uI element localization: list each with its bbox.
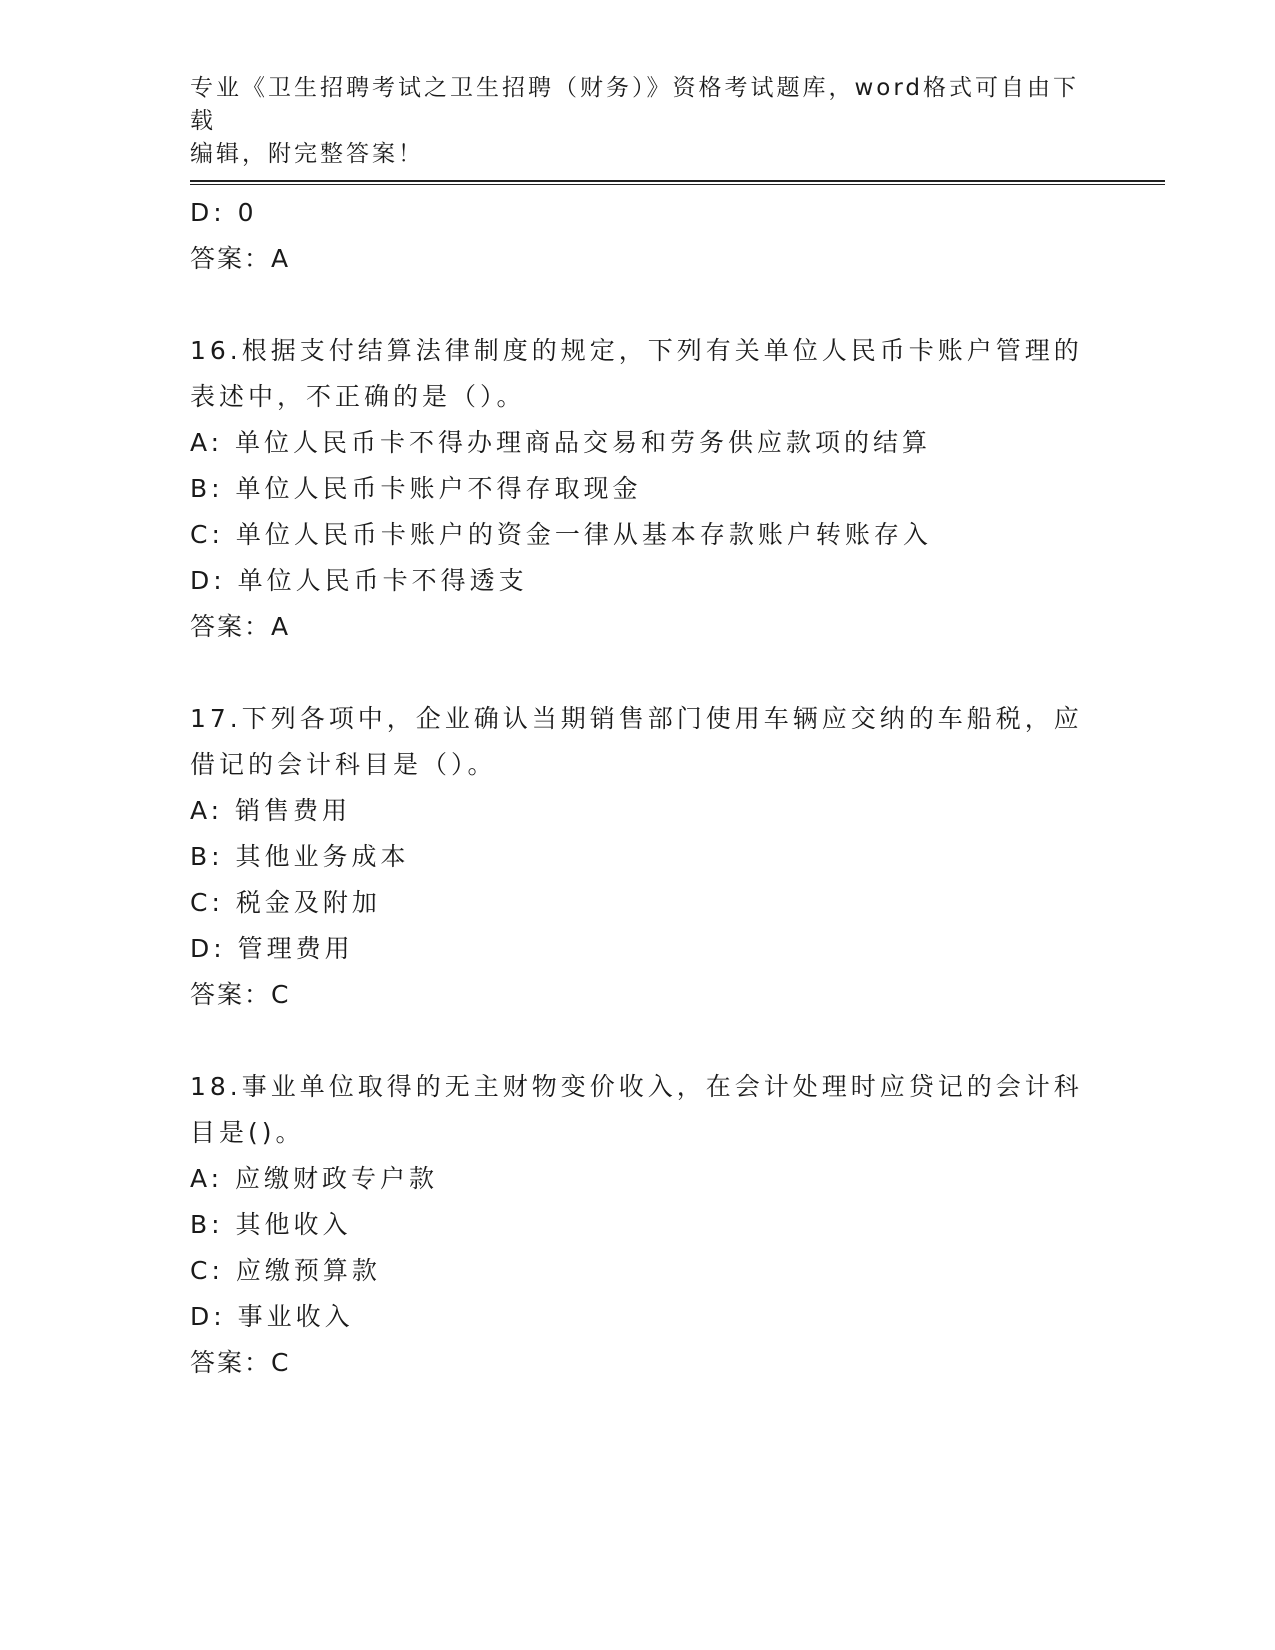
question-stem-line: 16.根据支付结算法律制度的规定，下列有关单位人民币卡账户管理的 xyxy=(190,336,1083,365)
question-stem xyxy=(190,328,1090,420)
header-divider-thick xyxy=(190,180,1165,182)
answer-line: 答案：A xyxy=(190,244,291,273)
option-d: D: 管理费用 xyxy=(190,934,354,963)
option-b: B: 其他业务成本 xyxy=(190,842,410,871)
option-c: C: 应缴预算款 xyxy=(190,1256,381,1285)
question-stem-line: 目是()。 xyxy=(190,1118,305,1147)
option-d: D: 单位人民币卡不得透支 xyxy=(190,566,528,595)
question-stem-line: 18.事业单位取得的无主财物变价收入，在会计处理时应贷记的会计科 xyxy=(190,1072,1083,1101)
answer-line: 答案：A xyxy=(190,612,291,641)
question-stem-line: 借记的会计科目是（）。 xyxy=(190,750,497,779)
question-stem-line: 表述中，不正确的是（）。 xyxy=(190,382,526,411)
question-stem-line: 17.下列各项中，企业确认当期销售部门使用车辆应交纳的车船税，应 xyxy=(190,704,1083,733)
option-c: C: 单位人民币卡账户的资金一律从基本存款账户转账存入 xyxy=(190,520,932,549)
question-16 xyxy=(190,328,1090,650)
option-b: B: 单位人民币卡账户不得存取现金 xyxy=(190,474,642,503)
header-divider-thin xyxy=(190,184,1165,185)
option-d: D: 0 xyxy=(190,198,258,227)
question-list xyxy=(190,190,1090,1386)
option-d: D: 事业收入 xyxy=(190,1302,354,1331)
question-18 xyxy=(190,1064,1090,1386)
question-stem xyxy=(190,1064,1090,1156)
document-header xyxy=(190,72,1090,171)
option-c: C: 税金及附加 xyxy=(190,888,381,917)
option-b: B: 其他收入 xyxy=(190,1210,352,1239)
header-line-2: 编辑，附完整答案！ xyxy=(190,141,424,167)
option-a: A: 单位人民币卡不得办理商品交易和劳务供应款项的结算 xyxy=(190,428,932,457)
option-a: A: 应缴财政专户款 xyxy=(190,1164,439,1193)
previous-question-tail xyxy=(190,190,1090,282)
question-stem xyxy=(190,696,1090,788)
answer-line: 答案：C xyxy=(190,980,291,1009)
option-a: A: 销售费用 xyxy=(190,796,352,825)
question-17 xyxy=(190,696,1090,1018)
answer-line: 答案：C xyxy=(190,1348,291,1377)
header-line-1: 专业《卫生招聘考试之卫生招聘（财务）》资格考试题库，word格式可自由下载 xyxy=(190,75,1080,134)
